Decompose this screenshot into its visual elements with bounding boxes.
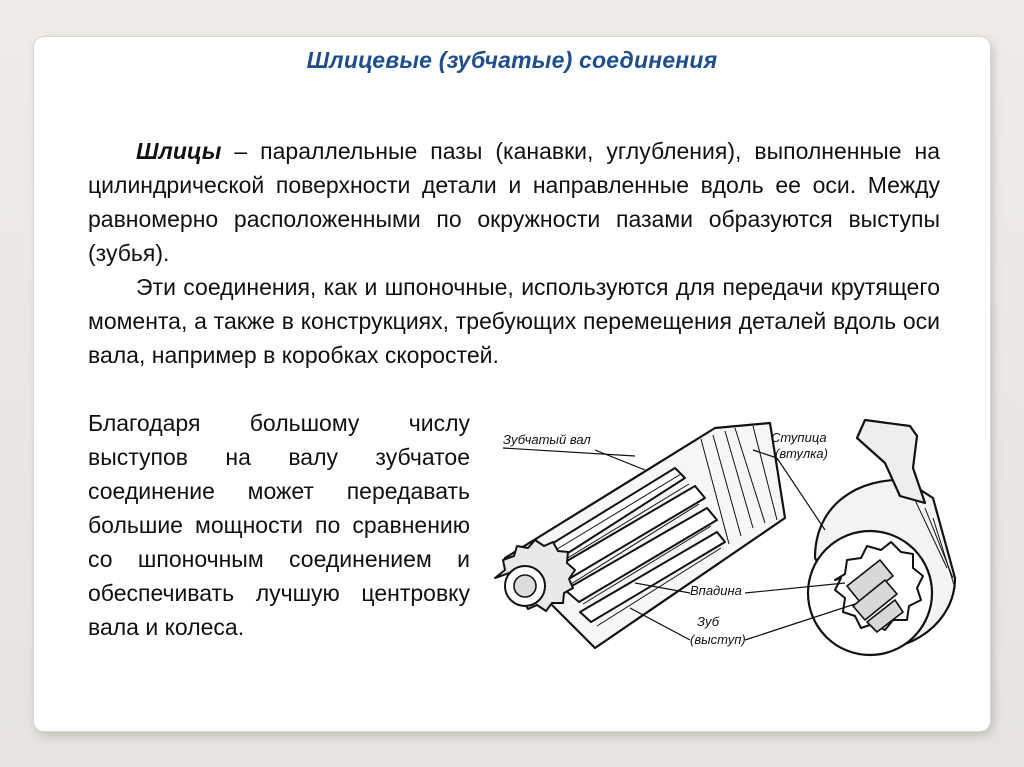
label-tooth-alt: (выступ) [690,632,746,647]
label-tooth: Зуб [697,614,720,629]
splined-shaft-drawing [485,408,963,674]
usage-text: Эти соединения, как и шпоночные, используются для передачи крутящего момента, а также в конструкциях, требующих перемещения деталей вдоль оси вала, например в коробках скоростей. [88,274,940,368]
paragraph-usage [88,270,940,372]
paragraph-definition [88,134,940,270]
label-shaft: Зубчатый вал [503,432,591,447]
paragraph-advantages: Благодаря большому числу выступов на валу зубчатое соединение может передавать большие мощности по сравнению со шпоночным соединением и обеспечивать лучшую центровку вала и колеса. [88,410,470,640]
label-hub: Ступица [771,430,827,445]
label-hub-alt: (втулка) [775,446,828,461]
term-shlitsy: Шлицы [136,138,222,164]
splined-joint-figure [485,408,963,674]
definition-text: – параллельные пазы (канавки, углубления), выполненные на цилиндрической поверхности детали и направленные вдоль ее оси. Между равномерно расположенными по окружности пазами образуются выступы (зубья). [88,138,940,266]
label-groove: Впадина [690,583,742,598]
slide-title: Шлицевые (зубчатые) соединения [306,47,718,73]
